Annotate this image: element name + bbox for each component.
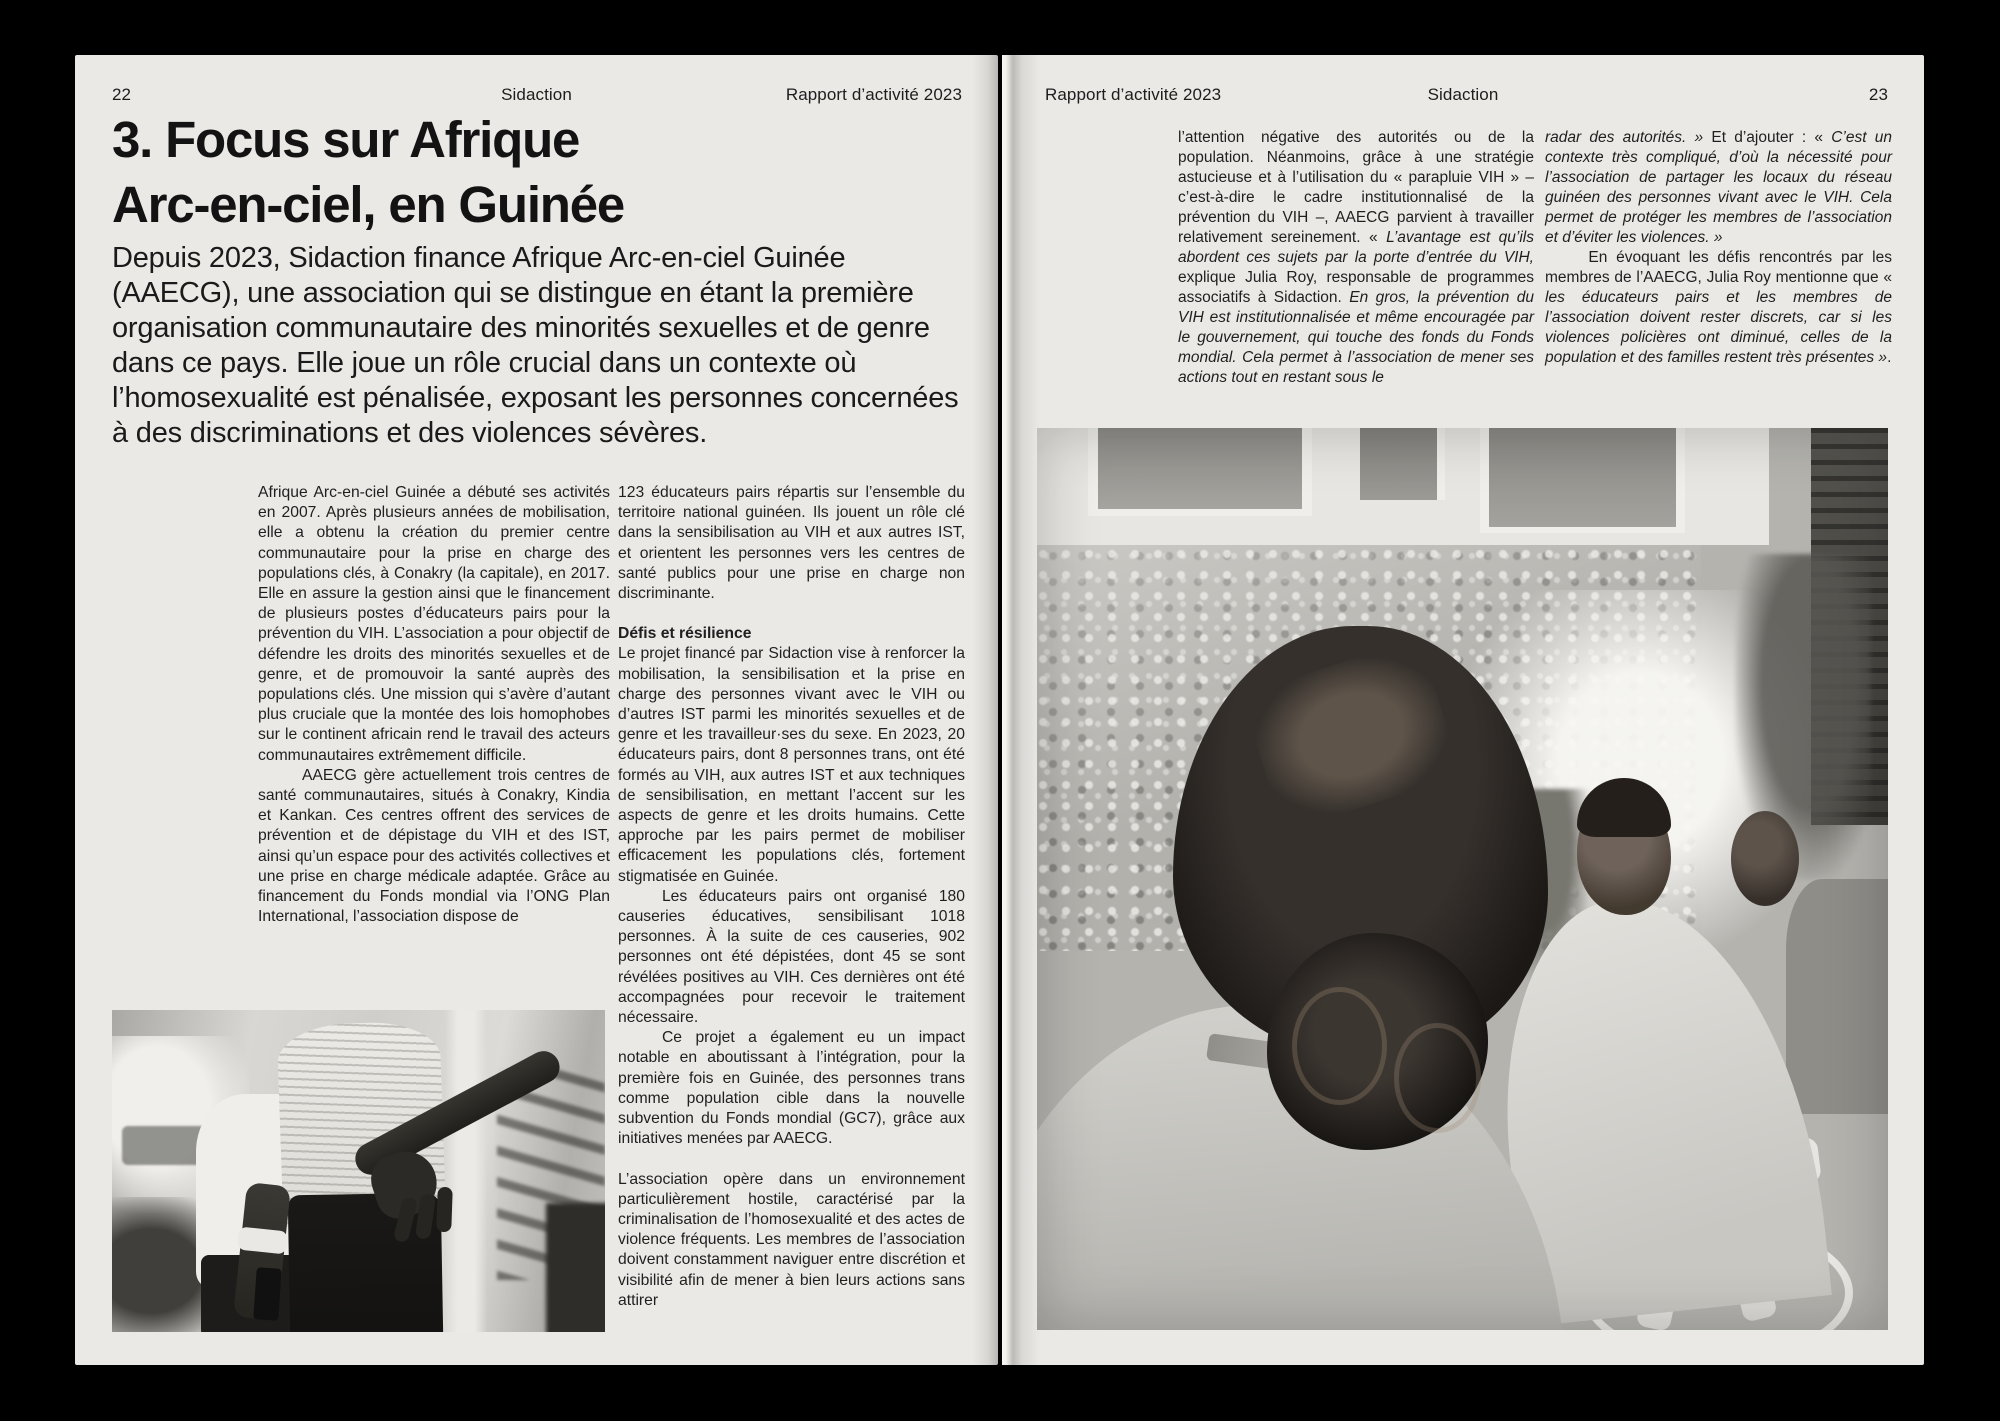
paragraph	[1545, 248, 1892, 368]
subheading: Défis et résilience	[618, 625, 752, 643]
page-22	[75, 55, 998, 1365]
photo-couple-embrace	[112, 1010, 605, 1332]
paragraph	[1178, 128, 1534, 388]
page-number: 23	[1868, 85, 1888, 104]
phone-in-hand	[253, 1267, 281, 1320]
body-column-2	[618, 483, 965, 1311]
paragraph: Afrique Arc-en-ciel Guinée a débuté ses activités en 2007. Après plusieurs années de mobilisation, elle a obtenu la création du premier centre communautaire pour la prise en charge des populations clés, à Conakry (la capitale), en 2017. Elle en assure la gestion ainsi que le financement de plusieurs postes d’éducateurs pairs pour la prévention du VIH. L’association a pour objectif de défendre les droits des minorités sexuelles et de genre, et de promouvoir la santé auprès des populations clés. Une mission qui s’avère d’autant plus cruciale que la montée des lois homophobes sur le continent africain rend le travail des acteurs communautaires extrêmement difficile.	[258, 484, 610, 764]
quote-italic: radar des autorités. »	[1545, 129, 1704, 146]
running-head-left	[75, 85, 998, 107]
paragraph	[1545, 128, 1892, 248]
quote-italic: En gros, la prévention du VIH est institutionnalisée et même encouragée par le gouvernement, qui touche des fonds du Fonds mondial. Cela permet à l’association de mener ses actions tout en restant sous le	[1178, 289, 1534, 386]
page-title-line-1: 3. Focus sur Afrique	[112, 111, 580, 168]
text-run: .	[1887, 349, 1892, 366]
running-head-right	[1002, 85, 1924, 107]
running-head-title: Sidaction	[501, 85, 572, 104]
quote-italic: C’est un contexte très compliqué, d’où la nécessité pour l’association de partager les locaux du réseau guinéen des personnes vivant avec le VIH. Cela permet de protéger les membres de l’association et d’éviter les violences. »	[1545, 129, 1892, 246]
text-run: En évoquant les défis rencontrés par les membres de l’AAECG, Julia Roy mentionne que «	[1545, 249, 1892, 286]
paragraph: Ce projet a également eu un impact notable en aboutissant à l’intégration, pour la première fois en Guinée, des personnes trans comme population cible dans la nouvelle subvention du Fonds mondial (GC7), grâce aux initiatives menées par AAECG.	[618, 1029, 965, 1148]
photo-group-meeting	[1037, 428, 1888, 1330]
photo-vignette	[1037, 428, 1888, 1330]
chair-shadow	[546, 1203, 605, 1332]
running-head-report: Rapport d’activité 2023	[785, 85, 962, 104]
white-pillar	[445, 1010, 487, 1332]
paragraph: Les éducateurs pairs ont organisé 180 causeries éducatives, sensibilisant 1018 personnes. À la suite de ces causeries, 902 personnes ont été dépistées, dont 45 se sont révélées positives au VIH. Ces dernières ont été accompagnées pour recevoir le traitement nécessaire.	[618, 887, 965, 1027]
body-column-1	[258, 483, 610, 927]
page-title	[112, 107, 624, 237]
body-column-1	[1178, 128, 1534, 388]
page-number: 22	[112, 85, 132, 104]
intro-paragraph: Depuis 2023, Sidaction finance Afrique Arc-en-ciel Guinée (AAECG), une association qui se distingue en étant la première organisation communautaire des minorités sexuelles et de genre dans ce pays. Elle joue un rôle crucial dans un contexte où l’homosexualité est pénalisée, exposant les personnes concernées à des discriminations et des violences sévères.	[112, 242, 959, 449]
page-23	[1002, 55, 1924, 1365]
page-title-line-2: Arc-en-ciel, en Guinée	[112, 176, 625, 233]
text-run: explique Julia Roy, responsable de programmes associatifs à Sidaction.	[1178, 269, 1534, 306]
quote-italic: les éducateurs pairs et les membres de l’association doivent rester discrets, car si les violences policières ont diminué, celles de la population et des familles restent très présentes »	[1545, 289, 1892, 366]
running-head-title: Sidaction	[1427, 85, 1499, 104]
paragraph: Le projet financé par Sidaction vise à renforcer la mobilisation, la sensibilisation et la prise en charge des personnes vivant avec le VIH ou d’autres IST parmi les minorités sexuelles et de genre et les travailleur·ses du sexe. En 2023, 20 éducateurs pairs, dont 8 personnes trans, ont été formés au VIH, aux autres IST et aux techniques de sensibilisation, en mettant l’accent sur les aspects de genre et les droits humains. Cette approche par les pairs permet de mobiliser efficacement les populations clés, fortement stigmatisée en Guinée.	[618, 645, 965, 885]
finger	[437, 1187, 453, 1233]
paragraph: 123 éducateurs pairs répartis sur l’ensemble du territoire national guinéen. Ils jouent un rôle clé dans la sensibilisation au VIH et aux autres IST, et orientent les personnes vers les centres de santé publics pour une prise en charge non discriminante.	[618, 484, 965, 603]
quote-italic: L’avantage est qu’ils abordent ces sujets par la porte d’entrée du VIH,	[1178, 229, 1534, 266]
spine-highlight	[1002, 55, 1040, 1365]
body-column-2	[1545, 128, 1892, 368]
text-run: Et d’ajouter : «	[1703, 129, 1832, 146]
paragraph: AAECG gère actuellement trois centres de santé communautaires, situés à Conakry, Kindia et Kankan. Ces centres offrent des services de prévention et de dépistage du VIH et des IST, ainsi qu’un espace pour des activités collectives et une prise en charge médicale adaptée. Grâce au financement du Fonds mondial via l’ONG Plan International, l’association dispose de	[258, 766, 610, 926]
paragraph: L’association opère dans un environnement particulièrement hostile, caractérisé par la criminalisation de l’homosexualité et des actes de violence fréquents. Les membres de l’association doivent constamment naviguer entre discrétion et visibilité afin de mener à bien leurs actions sans attirer	[618, 1170, 965, 1309]
spine-shadow	[972, 55, 998, 1365]
running-head-report: Rapport d’activité 2023	[1045, 85, 1222, 104]
text-run: l’attention négative des autorités ou de la population. Néanmoins, grâce à une stratégie astucieuse et à l’utilisation du « parapluie VIH » – c’est-à-dire le cadre institutionnalisé de la prévention du VIH –, AAECG parvient à travailler relativement sereinement. «	[1178, 129, 1534, 246]
